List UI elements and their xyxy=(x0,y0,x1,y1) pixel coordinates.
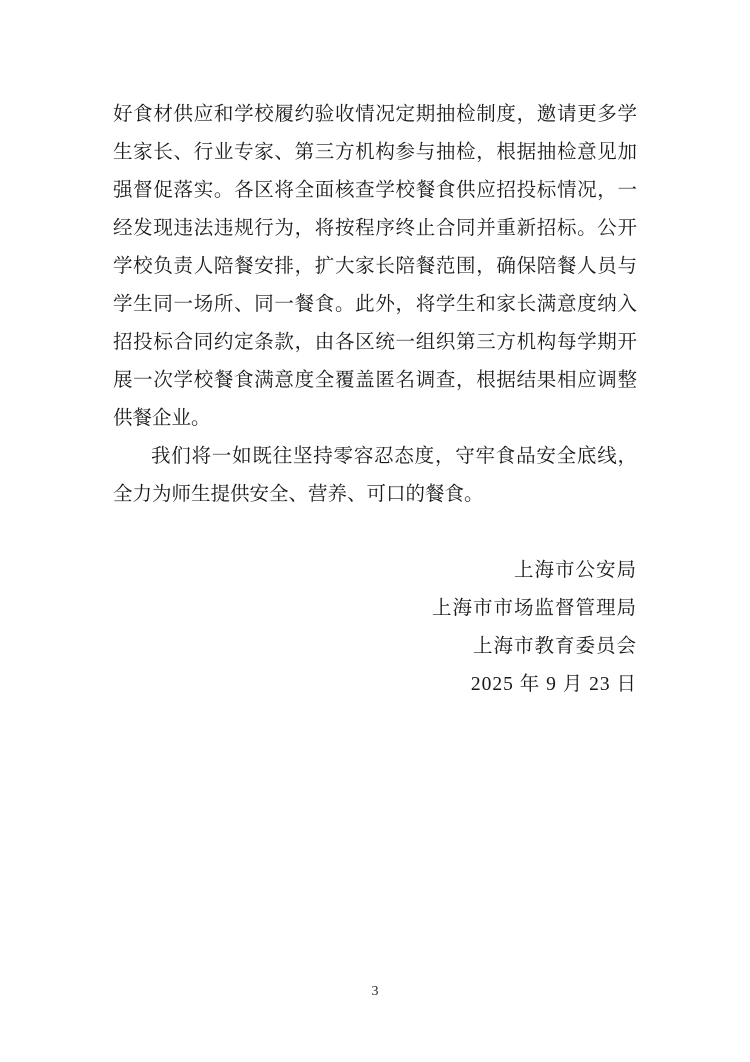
body-line: 招投标合同约定条款，由各区统一组织第三方机构每学期开 xyxy=(113,332,637,353)
signature-agency: 上海市市场监督管理局 xyxy=(431,598,637,619)
body-line: 生家长、行业专家、第三方机构参与抽检，根据抽检意见加 xyxy=(113,142,637,163)
signature-agency: 上海市公安局 xyxy=(513,560,637,581)
body-line: 展一次学校餐食满意度全覆盖匿名调查，根据结果相应调整 xyxy=(113,370,637,391)
body-line: 好食材供应和学校履约验收情况定期抽检制度，邀请更多学 xyxy=(113,104,637,125)
signature-agency: 上海市教育委员会 xyxy=(472,636,637,657)
body-line: 我们将一如既往坚持零容忍态度，守牢食品安全底线， xyxy=(151,446,637,467)
page-number: 3 xyxy=(371,984,379,999)
body-line: 全力为师生提供安全、营养、可口的餐食。 xyxy=(113,484,484,505)
body-line: 经发现违法违规行为，将按程序终止合同并重新招标。公开 xyxy=(113,218,637,239)
body-line: 供餐企业。 xyxy=(113,408,211,429)
body-line: 学生同一场所、同一餐食。此外，将学生和家长满意度纳入 xyxy=(113,294,637,315)
body-line: 学校负责人陪餐安排，扩大家长陪餐范围，确保陪餐人员与 xyxy=(113,256,637,277)
signature-date: 2025 年 9 月 23 日 xyxy=(470,674,637,695)
document-body xyxy=(113,96,637,514)
signature-block xyxy=(432,552,637,704)
body-line: 强督促落实。各区将全面核查学校餐食供应招投标情况，一 xyxy=(113,180,637,201)
